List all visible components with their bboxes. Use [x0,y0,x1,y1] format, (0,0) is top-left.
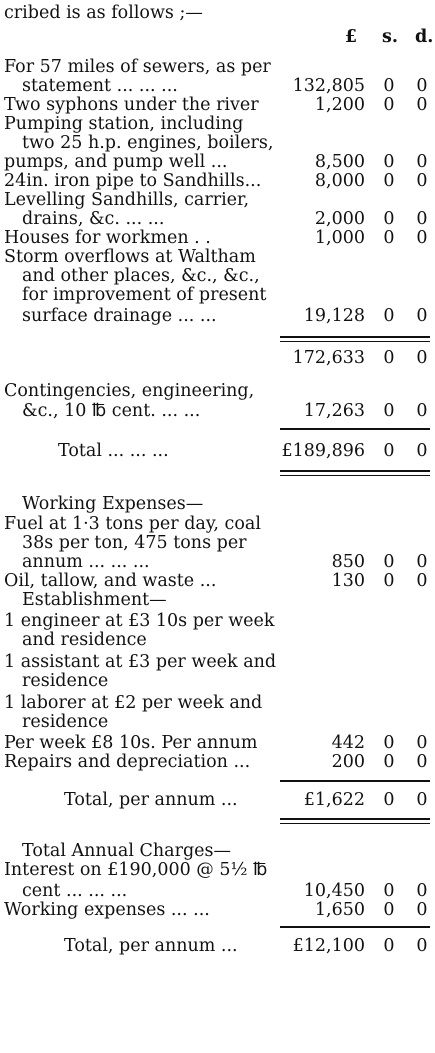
item-line [0,751,435,773]
shillings-value: 0 [383,900,395,920]
item-text: Interest on £190,000 @ 5½ ℔ [4,860,268,880]
shillings-heading: s. [382,27,398,47]
shillings-value: 0 [383,881,395,901]
item-text: 1 engineer at £3 10s per week [4,611,275,631]
pounds-value: 19,128 [303,306,365,326]
pence-value: 0 [416,552,428,572]
intro-line [0,2,435,24]
item-text: Per week £8 10s. Per annum [4,733,258,753]
pounds-value: 10,450 [303,881,365,901]
shillings-value: 0 [383,152,395,172]
shillings-value: 0 [383,76,395,96]
pounds-value: 1,650 [314,900,365,920]
shillings-value: 0 [383,790,395,810]
item-line [0,284,435,306]
pounds-value: 172,633 [292,348,365,368]
pence-value: 0 [416,95,428,115]
working-expenses-heading: Working Expenses— [22,494,204,514]
total-line [0,935,435,957]
item-text: surface drainage ... ... [22,306,217,326]
item-text: for improvement of present [22,285,267,305]
sum-rule [280,780,430,782]
item-text: Storm overflows at Waltham [4,247,256,267]
pence-value: 0 [416,228,428,248]
item-text: 1 assistant at £3 per week and [4,652,277,672]
total-rule [280,470,430,476]
sum-rule [280,428,430,430]
item-text: annum ... ... ... [22,552,150,572]
total-label: Total, per annum ... [64,936,238,956]
total-line [0,440,435,462]
pounds-value: £189,896 [281,441,365,461]
item-text: Pumping station, including [4,114,244,134]
shillings-value: 0 [383,306,395,326]
item-text: and residence [22,630,147,650]
pence-value: 0 [416,900,428,920]
pence-value: 0 [416,571,428,591]
item-line [0,629,435,651]
shillings-value: 0 [383,552,395,572]
pounds-heading: £ [344,27,357,47]
shillings-value: 0 [383,733,395,753]
shillings-value: 0 [383,936,395,956]
item-text: Contingencies, engineering, [4,381,255,401]
pounds-value: 442 [331,733,365,753]
subtotal-line [0,347,435,369]
item-text: statement ... ... ... [22,76,178,96]
pounds-value: 8,000 [314,171,365,191]
pence-value: 0 [416,733,428,753]
pence-value: 0 [416,306,428,326]
item-text: and other places, &c., &c., [22,266,260,286]
item-text: Houses for workmen . . [4,228,211,248]
item-line [0,899,435,921]
pence-value: 0 [416,209,428,229]
shillings-value: 0 [383,95,395,115]
item-line [0,711,435,733]
shillings-value: 0 [383,441,395,461]
item-text: pumps, and pump well ... [4,152,228,172]
pounds-value: 2,000 [314,209,365,229]
item-text: For 57 miles of sewers, as per [4,57,271,77]
pence-value: 0 [416,936,428,956]
pence-value: 0 [416,752,428,772]
pence-value: 0 [416,401,428,421]
sum-rule [280,336,430,342]
pence-heading: d. [415,27,434,47]
annual-charges-heading: Total Annual Charges— [22,841,232,861]
pounds-value: £12,100 [292,936,365,956]
pence-value: 0 [416,881,428,901]
shillings-value: 0 [383,228,395,248]
total-label: Total ... ... ... [58,441,169,461]
shillings-value: 0 [383,171,395,191]
pounds-value: 130 [331,571,365,591]
item-line [0,400,435,422]
item-line [0,859,435,881]
item-text: Repairs and depreciation ... [4,752,251,772]
column-headings [0,26,435,48]
pounds-value: 1,200 [314,95,365,115]
shillings-value: 0 [383,571,395,591]
item-text: drains, &c. ... ... [22,209,165,229]
pence-value: 0 [416,441,428,461]
pence-value: 0 [416,76,428,96]
pounds-value: 8,500 [314,152,365,172]
pounds-value: £1,622 [303,790,365,810]
pounds-value: 850 [331,552,365,572]
intro-text: cribed is as follows ;— [4,3,203,23]
shillings-value: 0 [383,209,395,229]
total-rule [280,818,430,824]
item-text: residence [22,712,109,732]
item-text: 1 laborer at £2 per week and [4,693,263,713]
item-text: Working expenses ... ... [4,900,210,920]
sum-rule [280,926,430,928]
item-line [0,305,435,327]
pounds-value: 132,805 [292,76,365,96]
shillings-value: 0 [383,401,395,421]
item-text: Oil, tallow, and waste ... [4,571,217,591]
shillings-value: 0 [383,348,395,368]
pence-value: 0 [416,171,428,191]
item-line [0,380,435,402]
item-text: Two syphons under the river [4,95,259,115]
pence-value: 0 [416,790,428,810]
item-text: residence [22,671,109,691]
section-heading [0,493,435,515]
item-text: 38s per ton, 475 tons per [22,533,247,553]
item-text: cent ... ... ... [22,881,128,901]
total-label: Total, per annum ... [64,790,238,810]
item-text: Levelling Sandhills, carrier, [4,190,250,210]
item-text: 24in. iron pipe to Sandhills... [4,171,262,191]
total-line [0,789,435,811]
pounds-value: 200 [331,752,365,772]
establishment-heading: Establishment— [22,590,167,610]
item-text: Fuel at 1·3 tons per day, coal [4,514,261,534]
section-heading [0,589,435,611]
pence-value: 0 [416,152,428,172]
pence-value: 0 [416,348,428,368]
item-text: &c., 10 ℔ cent. ... ... [22,401,201,421]
item-text: two 25 h.p. engines, boilers, [22,133,274,153]
pounds-value: 17,263 [303,401,365,421]
item-line [0,670,435,692]
shillings-value: 0 [383,752,395,772]
pounds-value: 1,000 [314,228,365,248]
